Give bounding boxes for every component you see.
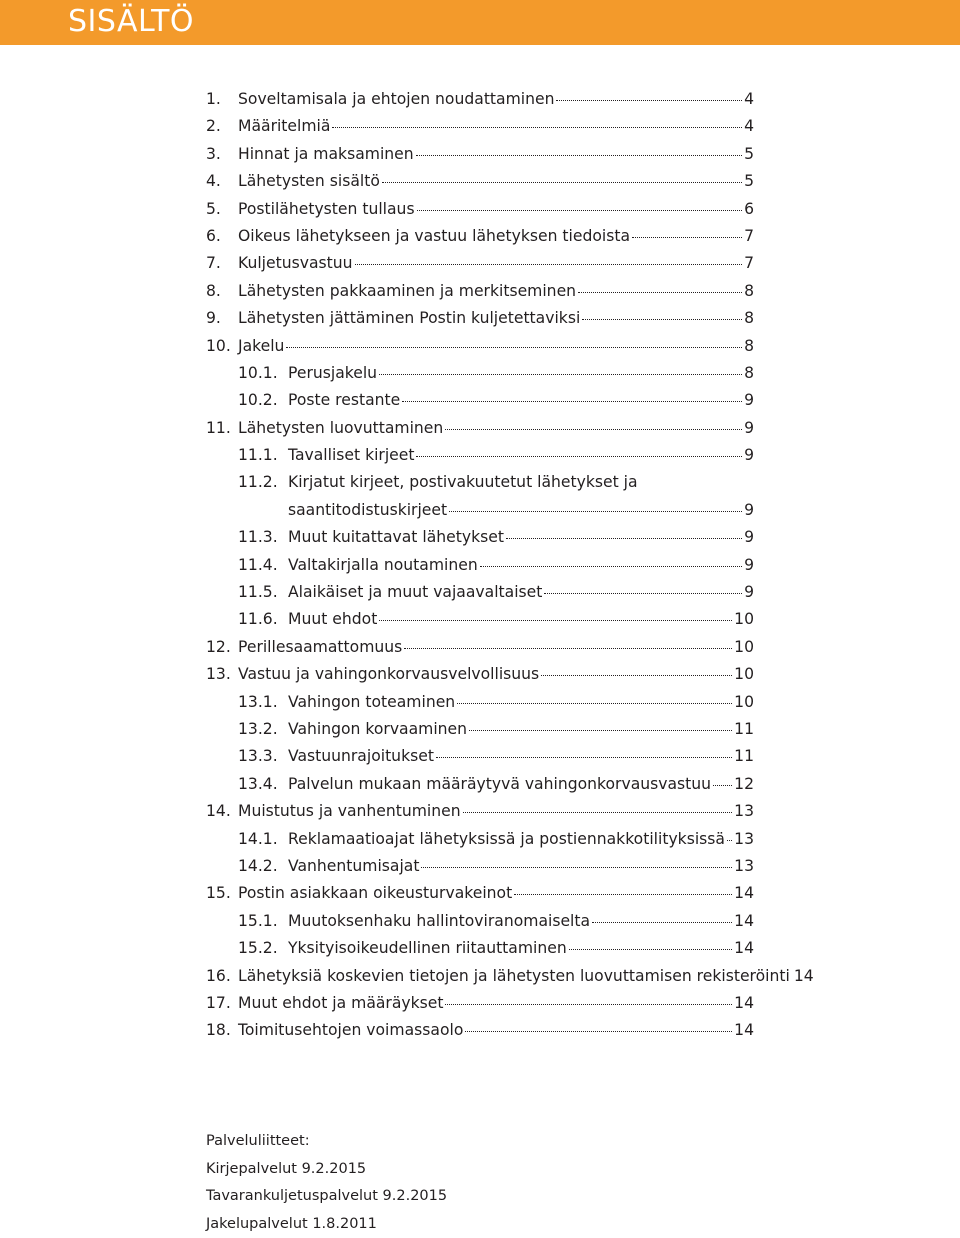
- toc-entry-number: 16.: [206, 963, 238, 990]
- toc-entry-title: Lähetysten pakkaaminen ja merkitseminen: [238, 278, 576, 305]
- toc-entry-page: 9: [744, 387, 754, 414]
- toc-entry-page: 7: [744, 223, 754, 250]
- toc-entry: [206, 990, 754, 1017]
- toc-entry-page: 14: [794, 963, 814, 990]
- appendix-item: Tavarankuljetuspalvelut 9.2.2015: [206, 1183, 447, 1211]
- toc-dot-leader: [727, 839, 732, 841]
- toc-entry-title: Kuljetusvastuu: [238, 250, 353, 277]
- toc-dot-leader: [449, 510, 742, 512]
- toc-entry-page: 10: [734, 661, 754, 688]
- toc-entry-title: Toimitusehtojen voimassaolo: [238, 1017, 463, 1044]
- toc-entry-number: 15.2.: [238, 935, 288, 962]
- toc-dot-leader: [465, 1030, 732, 1032]
- toc-entry-number: 11.1.: [238, 442, 288, 469]
- toc-dot-leader: [355, 263, 743, 265]
- toc-dot-leader: [480, 565, 742, 567]
- toc-entry-number: 7.: [206, 250, 238, 277]
- toc-entry-page: 14: [734, 990, 754, 1017]
- page-title: SISÄLTÖ: [68, 2, 194, 42]
- toc-entry-number: 14.2.: [238, 853, 288, 880]
- toc-entry: [206, 579, 754, 606]
- toc-entry-title: Perusjakelu: [288, 360, 377, 387]
- toc-entry: [206, 661, 754, 688]
- toc-entry-page: 10: [734, 606, 754, 633]
- toc-entry: [206, 771, 754, 798]
- toc-entry-number: 8.: [206, 278, 238, 305]
- toc-entry-page: 13: [734, 798, 754, 825]
- toc-entry-title: Hinnat ja maksaminen: [238, 141, 414, 168]
- toc-entry-title: Kirjatut kirjeet, postivakuutetut lähetykset ja: [288, 469, 638, 496]
- toc-entry-page: 5: [744, 141, 754, 168]
- toc-dot-leader: [569, 948, 732, 950]
- toc-entry-title: Postilähetysten tullaus: [238, 196, 415, 223]
- table-of-contents: [206, 86, 754, 1045]
- toc-entry-title: Muutoksenhaku hallintoviranomaiselta: [288, 908, 590, 935]
- toc-entry-number: 9.: [206, 305, 238, 332]
- toc-entry-title: Muut kuitattavat lähetykset: [288, 524, 504, 551]
- toc-entry-title: Vahingon korvaaminen: [288, 716, 467, 743]
- toc-entry-number: 13.4.: [238, 771, 288, 798]
- toc-entry-title: saantitodistuskirjeet: [288, 497, 447, 524]
- toc-entry-number: 12.: [206, 634, 238, 661]
- toc-entry-number: 15.: [206, 880, 238, 907]
- toc-entry-page: 9: [744, 552, 754, 579]
- toc-entry-page: 8: [744, 305, 754, 332]
- toc-entry: [206, 552, 754, 579]
- toc-entry-number: 10.1.: [238, 360, 288, 387]
- toc-dot-leader: [544, 592, 742, 594]
- toc-entry-page: 13: [734, 826, 754, 853]
- toc-entry-title: Perillesaamattomuus: [238, 634, 402, 661]
- toc-entry-page: 9: [744, 415, 754, 442]
- toc-entry: [206, 278, 754, 305]
- toc-entry-page: 7: [744, 250, 754, 277]
- toc-entry: [206, 333, 754, 360]
- toc-entry-title: Muut ehdot ja määräykset: [238, 990, 443, 1017]
- toc-dot-leader: [379, 373, 742, 375]
- toc-entry-title: Palvelun mukaan määräytyvä vahingonkorvausvastuu: [288, 771, 711, 798]
- toc-entry-title: Vanhentumisajat: [288, 853, 419, 880]
- toc-entry-title: Poste restante: [288, 387, 400, 414]
- toc-entry: [206, 469, 754, 496]
- toc-entry: [206, 716, 754, 743]
- toc-dot-leader: [445, 428, 742, 430]
- toc-entry-number: 17.: [206, 990, 238, 1017]
- toc-entry: [206, 853, 754, 880]
- toc-entry-page: 14: [734, 880, 754, 907]
- toc-entry-number: 11.: [206, 415, 238, 442]
- toc-entry-number: 14.1.: [238, 826, 288, 853]
- toc-entry-number: 6.: [206, 223, 238, 250]
- toc-entry-page: 8: [744, 278, 754, 305]
- toc-dot-leader: [632, 236, 742, 238]
- toc-dot-leader: [541, 674, 732, 676]
- toc-entry-number: 15.1.: [238, 908, 288, 935]
- toc-entry-title: Jakelu: [238, 333, 284, 360]
- toc-dot-leader: [421, 866, 732, 868]
- toc-entry-title: Vastuunrajoitukset: [288, 743, 434, 770]
- toc-entry-number: 2.: [206, 113, 238, 140]
- toc-entry: [206, 360, 754, 387]
- toc-entry-title: Reklamaatioajat lähetyksissä ja postiennakkotilityksissä: [288, 826, 725, 853]
- toc-entry-title: Lähetysten jättäminen Postin kuljetettaviksi: [238, 305, 580, 332]
- toc-entry-number: 11.3.: [238, 524, 288, 551]
- toc-entry: [206, 524, 754, 551]
- toc-entry-number: 13.1.: [238, 689, 288, 716]
- toc-dot-leader: [332, 126, 742, 128]
- toc-dot-leader: [382, 181, 742, 183]
- toc-entry-title: Tavalliset kirjeet: [288, 442, 414, 469]
- toc-dot-leader: [436, 756, 732, 758]
- toc-entry-page: 9: [744, 524, 754, 551]
- toc-entry: [206, 689, 754, 716]
- toc-entry-page: 4: [744, 113, 754, 140]
- toc-dot-leader: [463, 811, 733, 813]
- toc-dot-leader: [416, 455, 742, 457]
- toc-entry-page: 8: [744, 360, 754, 387]
- toc-dot-leader: [445, 1003, 732, 1005]
- toc-entry: [206, 250, 754, 277]
- toc-entry-page: 6: [744, 196, 754, 223]
- toc-entry: [206, 387, 754, 414]
- toc-entry: [206, 606, 754, 633]
- toc-entry: [206, 743, 754, 770]
- toc-dot-leader: [578, 291, 742, 293]
- toc-entry-page: 9: [744, 442, 754, 469]
- toc-entry-title: Muut ehdot: [288, 606, 377, 633]
- toc-entry: [206, 798, 754, 825]
- toc-dot-leader: [417, 209, 743, 211]
- toc-entry-title: Lähetysten luovuttaminen: [238, 415, 443, 442]
- toc-entry-title: Soveltamisala ja ehtojen noudattaminen: [238, 86, 554, 113]
- toc-entry: [206, 86, 754, 113]
- toc-entry-title: Vastuu ja vahingonkorvausvelvollisuus: [238, 661, 539, 688]
- toc-dot-leader: [514, 893, 732, 895]
- toc-entry-page: 5: [744, 168, 754, 195]
- toc-entry-page: 11: [734, 716, 754, 743]
- appendix-list: [206, 1128, 447, 1238]
- toc-dot-leader: [469, 729, 732, 731]
- toc-entry-page: 14: [734, 1017, 754, 1044]
- toc-entry-number: 11.5.: [238, 579, 288, 606]
- toc-entry-number: 13.: [206, 661, 238, 688]
- toc-entry: [206, 305, 754, 332]
- toc-entry: [206, 634, 754, 661]
- toc-dot-leader: [402, 400, 742, 402]
- toc-entry-page: 14: [734, 935, 754, 962]
- toc-entry: [206, 908, 754, 935]
- toc-dot-leader: [713, 784, 732, 786]
- toc-dot-leader: [506, 537, 742, 539]
- toc-entry: [206, 1017, 754, 1044]
- toc-entry-number: 11.6.: [238, 606, 288, 633]
- toc-dot-leader: [457, 702, 732, 704]
- toc-entry: [206, 113, 754, 140]
- toc-entry-page: 9: [744, 579, 754, 606]
- toc-entry-number: 5.: [206, 196, 238, 223]
- toc-entry: [206, 880, 754, 907]
- appendix-item: Jakelupalvelut 1.8.2011: [206, 1211, 447, 1238]
- toc-entry-number: 10.: [206, 333, 238, 360]
- appendix-item: Kirjepalvelut 9.2.2015: [206, 1156, 447, 1184]
- toc-entry: [206, 963, 754, 990]
- toc-entry-title: Alaikäiset ja muut vajaavaltaiset: [288, 579, 542, 606]
- toc-entry-title: Lähetyksiä koskevien tietojen ja lähetysten luovuttamisen rekisteröinti: [238, 963, 790, 990]
- toc-entry-page: 11: [734, 743, 754, 770]
- toc-entry: [206, 826, 754, 853]
- toc-entry-page: 14: [734, 908, 754, 935]
- appendix-heading: Palveluliitteet:: [206, 1128, 447, 1156]
- toc-entry-title: Oikeus lähetykseen ja vastuu lähetyksen tiedoista: [238, 223, 630, 250]
- toc-entry-title: Postin asiakkaan oikeusturvakeinot: [238, 880, 512, 907]
- toc-entry-title: Määritelmiä: [238, 113, 330, 140]
- toc-entry-title: Yksityisoikeudellinen riitauttaminen: [288, 935, 567, 962]
- toc-entry-title: Valtakirjalla noutaminen: [288, 552, 478, 579]
- toc-entry-number: 10.2.: [238, 387, 288, 414]
- toc-entry-number: 11.2.: [238, 469, 288, 496]
- toc-entry-page: 10: [734, 634, 754, 661]
- toc-entry: [206, 168, 754, 195]
- toc-entry-page: 12: [734, 771, 754, 798]
- toc-entry-number: 3.: [206, 141, 238, 168]
- toc-entry-page: 13: [734, 853, 754, 880]
- toc-entry: [206, 223, 754, 250]
- toc-dot-leader: [286, 346, 742, 348]
- toc-entry: [206, 196, 754, 223]
- toc-entry-number: 1.: [206, 86, 238, 113]
- toc-entry-title: Muistutus ja vanhentuminen: [238, 798, 461, 825]
- toc-entry-number: 4.: [206, 168, 238, 195]
- toc-dot-leader: [582, 318, 742, 320]
- toc-entry-number: 11.4.: [238, 552, 288, 579]
- toc-dot-leader: [640, 483, 752, 484]
- toc-entry-page: 4: [744, 86, 754, 113]
- toc-entry: [206, 442, 754, 469]
- toc-dot-leader: [416, 154, 742, 156]
- toc-entry-title: Lähetysten sisältö: [238, 168, 380, 195]
- toc-dot-leader: [379, 619, 732, 621]
- toc-entry-number: 14.: [206, 798, 238, 825]
- toc-dot-leader: [556, 99, 742, 101]
- toc-entry: [206, 415, 754, 442]
- toc-entry-number: 13.3.: [238, 743, 288, 770]
- toc-dot-leader: [404, 647, 732, 649]
- toc-entry: [206, 141, 754, 168]
- toc-entry-number: 18.: [206, 1017, 238, 1044]
- header-banner: [0, 0, 960, 45]
- toc-dot-leader: [592, 921, 732, 923]
- toc-entry-page: 8: [744, 333, 754, 360]
- toc-entry-title: Vahingon toteaminen: [288, 689, 455, 716]
- toc-entry: [206, 935, 754, 962]
- toc-entry-number: 13.2.: [238, 716, 288, 743]
- toc-entry-page: 10: [734, 689, 754, 716]
- toc-entry-page: 9: [744, 497, 754, 524]
- toc-entry: [206, 497, 754, 524]
